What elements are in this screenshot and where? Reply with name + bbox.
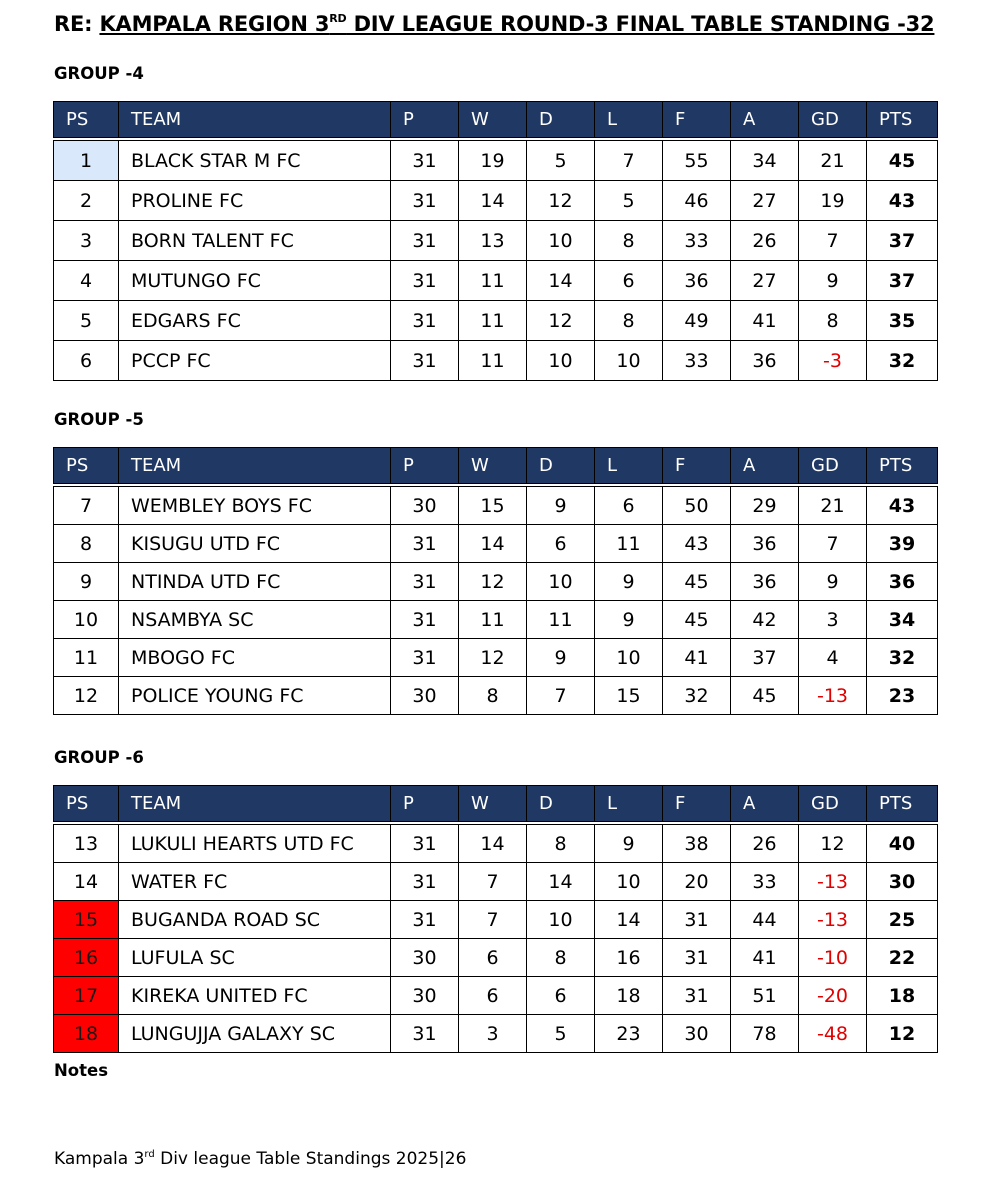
column-header-won: W bbox=[459, 786, 527, 822]
column-header-won: W bbox=[459, 102, 527, 138]
table-row bbox=[54, 677, 938, 715]
cell-drawn: 10 bbox=[527, 563, 595, 601]
cell-lost: 6 bbox=[595, 487, 663, 525]
table-row bbox=[54, 901, 938, 939]
column-header-won: W bbox=[459, 448, 527, 484]
cell-drawn: 7 bbox=[527, 677, 595, 715]
cell-won: 12 bbox=[459, 639, 527, 677]
cell-goal-difference: -13 bbox=[799, 901, 867, 939]
cell-goal-difference: 7 bbox=[799, 221, 867, 261]
cell-team: WATER FC bbox=[119, 863, 391, 901]
cell-played: 31 bbox=[391, 639, 459, 677]
cell-won: 8 bbox=[459, 677, 527, 715]
column-header-goals-for: F bbox=[663, 786, 731, 822]
cell-goal-difference: -10 bbox=[799, 939, 867, 977]
cell-goals-for: 46 bbox=[663, 181, 731, 221]
cell-lost: 11 bbox=[595, 525, 663, 563]
cell-goals-for: 31 bbox=[663, 939, 731, 977]
table-row bbox=[54, 341, 938, 381]
cell-position: 7 bbox=[54, 487, 119, 525]
footer-text-start: Kampala 3 bbox=[54, 1149, 145, 1169]
cell-points: 36 bbox=[867, 563, 938, 601]
notes-heading: Notes bbox=[54, 1061, 109, 1080]
column-header-lost: L bbox=[595, 448, 663, 484]
cell-goals-for: 33 bbox=[663, 221, 731, 261]
cell-goal-difference: 21 bbox=[799, 141, 867, 181]
column-header-goals-against: A bbox=[731, 102, 799, 138]
cell-goals-against: 27 bbox=[731, 181, 799, 221]
cell-lost: 16 bbox=[595, 939, 663, 977]
cell-won: 11 bbox=[459, 301, 527, 341]
cell-goals-against: 42 bbox=[731, 601, 799, 639]
table-row bbox=[54, 1015, 938, 1053]
footer-superscript: rd bbox=[144, 1149, 155, 1160]
cell-goals-for: 45 bbox=[663, 563, 731, 601]
cell-position: 4 bbox=[54, 261, 119, 301]
column-header-goals-against: A bbox=[731, 448, 799, 484]
cell-played: 31 bbox=[391, 863, 459, 901]
column-header-team: TEAM bbox=[119, 102, 391, 138]
cell-position: 6 bbox=[54, 341, 119, 381]
column-header-goals-for: F bbox=[663, 102, 731, 138]
cell-goals-against: 36 bbox=[731, 525, 799, 563]
group-4-label: GROUP -4 bbox=[54, 64, 144, 83]
group-5-label: GROUP -5 bbox=[54, 410, 144, 429]
title-main bbox=[99, 12, 934, 36]
cell-drawn: 14 bbox=[527, 261, 595, 301]
cell-goals-against: 36 bbox=[731, 341, 799, 381]
table-row bbox=[54, 487, 938, 525]
cell-team: PROLINE FC bbox=[119, 181, 391, 221]
cell-points: 35 bbox=[867, 301, 938, 341]
cell-points: 45 bbox=[867, 141, 938, 181]
cell-position: 8 bbox=[54, 525, 119, 563]
cell-lost: 6 bbox=[595, 261, 663, 301]
document-title bbox=[54, 12, 934, 36]
cell-goals-for: 55 bbox=[663, 141, 731, 181]
cell-played: 31 bbox=[391, 563, 459, 601]
cell-team: BLACK STAR M FC bbox=[119, 141, 391, 181]
cell-position: 5 bbox=[54, 301, 119, 341]
cell-position: 13 bbox=[54, 825, 119, 863]
table-row bbox=[54, 939, 938, 977]
cell-points: 39 bbox=[867, 525, 938, 563]
table-row bbox=[54, 639, 938, 677]
cell-lost: 23 bbox=[595, 1015, 663, 1053]
cell-position: 16 bbox=[54, 939, 119, 977]
cell-goals-against: 78 bbox=[731, 1015, 799, 1053]
group-6-standings-table bbox=[53, 785, 938, 1053]
cell-position: 9 bbox=[54, 563, 119, 601]
cell-won: 7 bbox=[459, 901, 527, 939]
cell-won: 7 bbox=[459, 863, 527, 901]
cell-goals-against: 51 bbox=[731, 977, 799, 1015]
table-row bbox=[54, 141, 938, 181]
cell-goal-difference: -13 bbox=[799, 677, 867, 715]
cell-team: PCCP FC bbox=[119, 341, 391, 381]
cell-lost: 18 bbox=[595, 977, 663, 1015]
cell-won: 15 bbox=[459, 487, 527, 525]
column-header-played: P bbox=[391, 448, 459, 484]
cell-goals-for: 41 bbox=[663, 639, 731, 677]
cell-goals-against: 34 bbox=[731, 141, 799, 181]
cell-goals-for: 31 bbox=[663, 901, 731, 939]
cell-goal-difference: -20 bbox=[799, 977, 867, 1015]
cell-lost: 15 bbox=[595, 677, 663, 715]
cell-drawn: 5 bbox=[527, 1015, 595, 1053]
title-prefix: RE: bbox=[54, 12, 100, 36]
cell-goal-difference: -48 bbox=[799, 1015, 867, 1053]
cell-position: 15 bbox=[54, 901, 119, 939]
cell-points: 23 bbox=[867, 677, 938, 715]
cell-won: 11 bbox=[459, 601, 527, 639]
cell-goals-against: 41 bbox=[731, 301, 799, 341]
cell-goals-for: 20 bbox=[663, 863, 731, 901]
column-header-points: PTS bbox=[867, 448, 938, 484]
table-row bbox=[54, 563, 938, 601]
cell-played: 31 bbox=[391, 1015, 459, 1053]
cell-played: 31 bbox=[391, 601, 459, 639]
cell-played: 30 bbox=[391, 677, 459, 715]
cell-played: 31 bbox=[391, 261, 459, 301]
cell-drawn: 14 bbox=[527, 863, 595, 901]
cell-won: 14 bbox=[459, 525, 527, 563]
cell-points: 34 bbox=[867, 601, 938, 639]
cell-goals-against: 37 bbox=[731, 639, 799, 677]
footer-text-end: Div league Table Standings 2025|26 bbox=[154, 1149, 467, 1169]
cell-drawn: 12 bbox=[527, 181, 595, 221]
cell-points: 43 bbox=[867, 181, 938, 221]
table-row bbox=[54, 601, 938, 639]
column-header-position: PS bbox=[54, 786, 119, 822]
cell-goal-difference: 9 bbox=[799, 563, 867, 601]
cell-goals-for: 31 bbox=[663, 977, 731, 1015]
cell-goals-against: 41 bbox=[731, 939, 799, 977]
cell-drawn: 10 bbox=[527, 221, 595, 261]
cell-goal-difference: 21 bbox=[799, 487, 867, 525]
cell-lost: 10 bbox=[595, 863, 663, 901]
cell-team: MBOGO FC bbox=[119, 639, 391, 677]
cell-played: 31 bbox=[391, 181, 459, 221]
header-row bbox=[54, 448, 938, 484]
cell-lost: 8 bbox=[595, 301, 663, 341]
cell-drawn: 9 bbox=[527, 639, 595, 677]
table-row bbox=[54, 261, 938, 301]
cell-won: 6 bbox=[459, 939, 527, 977]
cell-team: WEMBLEY BOYS FC bbox=[119, 487, 391, 525]
cell-played: 30 bbox=[391, 939, 459, 977]
cell-played: 31 bbox=[391, 825, 459, 863]
column-header-points: PTS bbox=[867, 786, 938, 822]
cell-won: 14 bbox=[459, 181, 527, 221]
group-4-standings-table bbox=[53, 101, 938, 381]
cell-position: 14 bbox=[54, 863, 119, 901]
cell-points: 25 bbox=[867, 901, 938, 939]
cell-team: EDGARS FC bbox=[119, 301, 391, 341]
cell-drawn: 12 bbox=[527, 301, 595, 341]
cell-drawn: 10 bbox=[527, 341, 595, 381]
cell-goals-against: 36 bbox=[731, 563, 799, 601]
cell-won: 13 bbox=[459, 221, 527, 261]
cell-won: 11 bbox=[459, 341, 527, 381]
cell-points: 32 bbox=[867, 639, 938, 677]
cell-drawn: 6 bbox=[527, 525, 595, 563]
column-header-drawn: D bbox=[527, 786, 595, 822]
cell-drawn: 11 bbox=[527, 601, 595, 639]
cell-points: 37 bbox=[867, 221, 938, 261]
cell-goals-for: 45 bbox=[663, 601, 731, 639]
cell-points: 32 bbox=[867, 341, 938, 381]
cell-played: 31 bbox=[391, 221, 459, 261]
cell-goal-difference: 3 bbox=[799, 601, 867, 639]
cell-goals-against: 29 bbox=[731, 487, 799, 525]
cell-points: 40 bbox=[867, 825, 938, 863]
cell-goals-against: 45 bbox=[731, 677, 799, 715]
cell-played: 31 bbox=[391, 525, 459, 563]
cell-position: 1 bbox=[54, 141, 119, 181]
cell-points: 22 bbox=[867, 939, 938, 977]
column-header-lost: L bbox=[595, 786, 663, 822]
column-header-position: PS bbox=[54, 102, 119, 138]
column-header-points: PTS bbox=[867, 102, 938, 138]
column-header-team: TEAM bbox=[119, 786, 391, 822]
page-footer bbox=[54, 1149, 466, 1169]
cell-team: BUGANDA ROAD SC bbox=[119, 901, 391, 939]
cell-drawn: 9 bbox=[527, 487, 595, 525]
cell-goal-difference: 8 bbox=[799, 301, 867, 341]
cell-points: 18 bbox=[867, 977, 938, 1015]
cell-goals-for: 43 bbox=[663, 525, 731, 563]
table-row bbox=[54, 825, 938, 863]
cell-goal-difference: 4 bbox=[799, 639, 867, 677]
cell-goals-against: 26 bbox=[731, 825, 799, 863]
header-row bbox=[54, 102, 938, 138]
cell-team: NTINDA UTD FC bbox=[119, 563, 391, 601]
cell-team: MUTUNGO FC bbox=[119, 261, 391, 301]
cell-position: 3 bbox=[54, 221, 119, 261]
column-header-position: PS bbox=[54, 448, 119, 484]
cell-lost: 9 bbox=[595, 563, 663, 601]
cell-team: KISUGU UTD FC bbox=[119, 525, 391, 563]
group-6-label: GROUP -6 bbox=[54, 748, 144, 767]
cell-team: KIREKA UNITED FC bbox=[119, 977, 391, 1015]
cell-points: 12 bbox=[867, 1015, 938, 1053]
table-row bbox=[54, 181, 938, 221]
cell-lost: 10 bbox=[595, 639, 663, 677]
cell-lost: 14 bbox=[595, 901, 663, 939]
cell-position: 17 bbox=[54, 977, 119, 1015]
cell-team: BORN TALENT FC bbox=[119, 221, 391, 261]
cell-goals-for: 38 bbox=[663, 825, 731, 863]
cell-played: 31 bbox=[391, 141, 459, 181]
cell-goal-difference: -3 bbox=[799, 341, 867, 381]
cell-position: 11 bbox=[54, 639, 119, 677]
column-header-drawn: D bbox=[527, 102, 595, 138]
cell-won: 14 bbox=[459, 825, 527, 863]
cell-lost: 8 bbox=[595, 221, 663, 261]
cell-goal-difference: 7 bbox=[799, 525, 867, 563]
cell-drawn: 5 bbox=[527, 141, 595, 181]
cell-goal-difference: -13 bbox=[799, 863, 867, 901]
cell-position: 18 bbox=[54, 1015, 119, 1053]
column-header-goal-difference: GD bbox=[799, 102, 867, 138]
header-row bbox=[54, 786, 938, 822]
cell-team: LUKULI HEARTS UTD FC bbox=[119, 825, 391, 863]
cell-goals-for: 33 bbox=[663, 341, 731, 381]
cell-played: 31 bbox=[391, 901, 459, 939]
cell-goals-against: 27 bbox=[731, 261, 799, 301]
cell-points: 30 bbox=[867, 863, 938, 901]
cell-played: 31 bbox=[391, 341, 459, 381]
table-row bbox=[54, 863, 938, 901]
table-row bbox=[54, 221, 938, 261]
title-main-start: KAMPALA REGION 3 bbox=[99, 12, 330, 36]
cell-lost: 9 bbox=[595, 601, 663, 639]
cell-goals-for: 50 bbox=[663, 487, 731, 525]
cell-lost: 5 bbox=[595, 181, 663, 221]
cell-team: LUNGUJJA GALAXY SC bbox=[119, 1015, 391, 1053]
cell-drawn: 6 bbox=[527, 977, 595, 1015]
cell-goal-difference: 12 bbox=[799, 825, 867, 863]
column-header-played: P bbox=[391, 102, 459, 138]
cell-played: 30 bbox=[391, 977, 459, 1015]
cell-goal-difference: 19 bbox=[799, 181, 867, 221]
cell-played: 30 bbox=[391, 487, 459, 525]
table-row bbox=[54, 301, 938, 341]
cell-drawn: 8 bbox=[527, 939, 595, 977]
cell-won: 19 bbox=[459, 141, 527, 181]
column-header-team: TEAM bbox=[119, 448, 391, 484]
column-header-goals-against: A bbox=[731, 786, 799, 822]
cell-drawn: 8 bbox=[527, 825, 595, 863]
cell-won: 6 bbox=[459, 977, 527, 1015]
title-main-end: DIV LEAGUE ROUND-3 FINAL TABLE STANDING -32 bbox=[346, 12, 935, 36]
cell-goals-for: 49 bbox=[663, 301, 731, 341]
column-header-played: P bbox=[391, 786, 459, 822]
cell-won: 12 bbox=[459, 563, 527, 601]
cell-goals-against: 44 bbox=[731, 901, 799, 939]
table-row bbox=[54, 525, 938, 563]
table-row bbox=[54, 977, 938, 1015]
group-5-standings-table bbox=[53, 447, 938, 715]
cell-lost: 7 bbox=[595, 141, 663, 181]
cell-points: 43 bbox=[867, 487, 938, 525]
cell-position: 10 bbox=[54, 601, 119, 639]
cell-goals-for: 36 bbox=[663, 261, 731, 301]
cell-won: 11 bbox=[459, 261, 527, 301]
cell-goals-against: 33 bbox=[731, 863, 799, 901]
cell-goals-against: 26 bbox=[731, 221, 799, 261]
cell-goals-for: 32 bbox=[663, 677, 731, 715]
cell-drawn: 10 bbox=[527, 901, 595, 939]
cell-team: NSAMBYA SC bbox=[119, 601, 391, 639]
cell-goal-difference: 9 bbox=[799, 261, 867, 301]
cell-team: POLICE YOUNG FC bbox=[119, 677, 391, 715]
column-header-goal-difference: GD bbox=[799, 786, 867, 822]
column-header-lost: L bbox=[595, 102, 663, 138]
cell-position: 12 bbox=[54, 677, 119, 715]
cell-won: 3 bbox=[459, 1015, 527, 1053]
column-header-goals-for: F bbox=[663, 448, 731, 484]
cell-lost: 9 bbox=[595, 825, 663, 863]
cell-position: 2 bbox=[54, 181, 119, 221]
cell-goals-for: 30 bbox=[663, 1015, 731, 1053]
column-header-goal-difference: GD bbox=[799, 448, 867, 484]
cell-points: 37 bbox=[867, 261, 938, 301]
cell-played: 31 bbox=[391, 301, 459, 341]
cell-team: LUFULA SC bbox=[119, 939, 391, 977]
title-superscript: RD bbox=[329, 12, 347, 25]
cell-lost: 10 bbox=[595, 341, 663, 381]
column-header-drawn: D bbox=[527, 448, 595, 484]
